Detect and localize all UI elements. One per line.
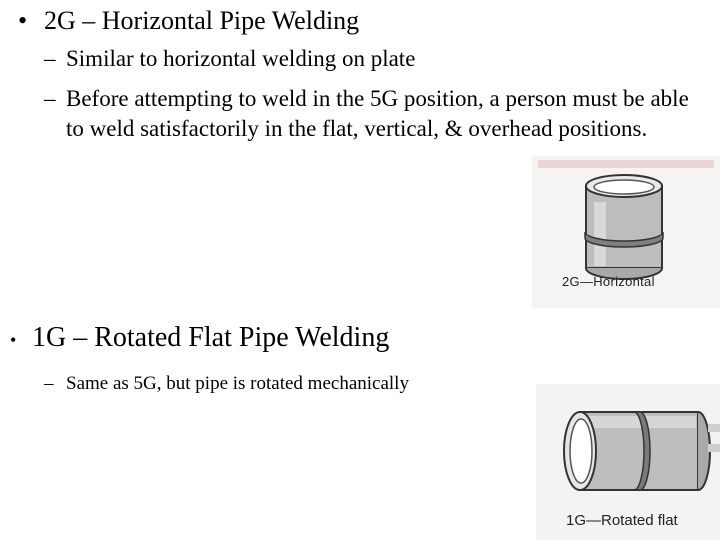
bullet-marker: • xyxy=(10,330,17,350)
bullet-2g xyxy=(18,6,359,36)
sub-item-text: Before attempting to weld in the 5G position, a person must be able to weld satisfactorily in the flat, vertical, & overhead positions. xyxy=(66,86,689,141)
bullet-1g xyxy=(10,322,389,354)
sub-item-text: Same as 5G, but pipe is rotated mechanically xyxy=(66,373,409,394)
dash-marker: – xyxy=(44,373,54,394)
bullet-2g-title: 2G – Horizontal Pipe Welding xyxy=(44,6,360,35)
bullet-marker: • xyxy=(18,6,28,35)
sub-item-text: Similar to horizontal welding on plate xyxy=(66,46,416,71)
figure-1g-rotated xyxy=(536,384,720,540)
dash-marker: – xyxy=(44,86,56,111)
sub-item-similar xyxy=(44,46,415,72)
dash-marker: – xyxy=(44,46,56,71)
figure-1g-caption: 1G—Rotated flat xyxy=(566,512,678,529)
bullet-1g-title: 1G – Rotated Flat Pipe Welding xyxy=(32,322,390,353)
sub-item-same xyxy=(44,373,409,395)
sub-item-before xyxy=(44,84,694,144)
figure-2g-horizontal xyxy=(532,156,720,308)
figure-2g-caption: 2G—Horizontal xyxy=(562,274,655,289)
